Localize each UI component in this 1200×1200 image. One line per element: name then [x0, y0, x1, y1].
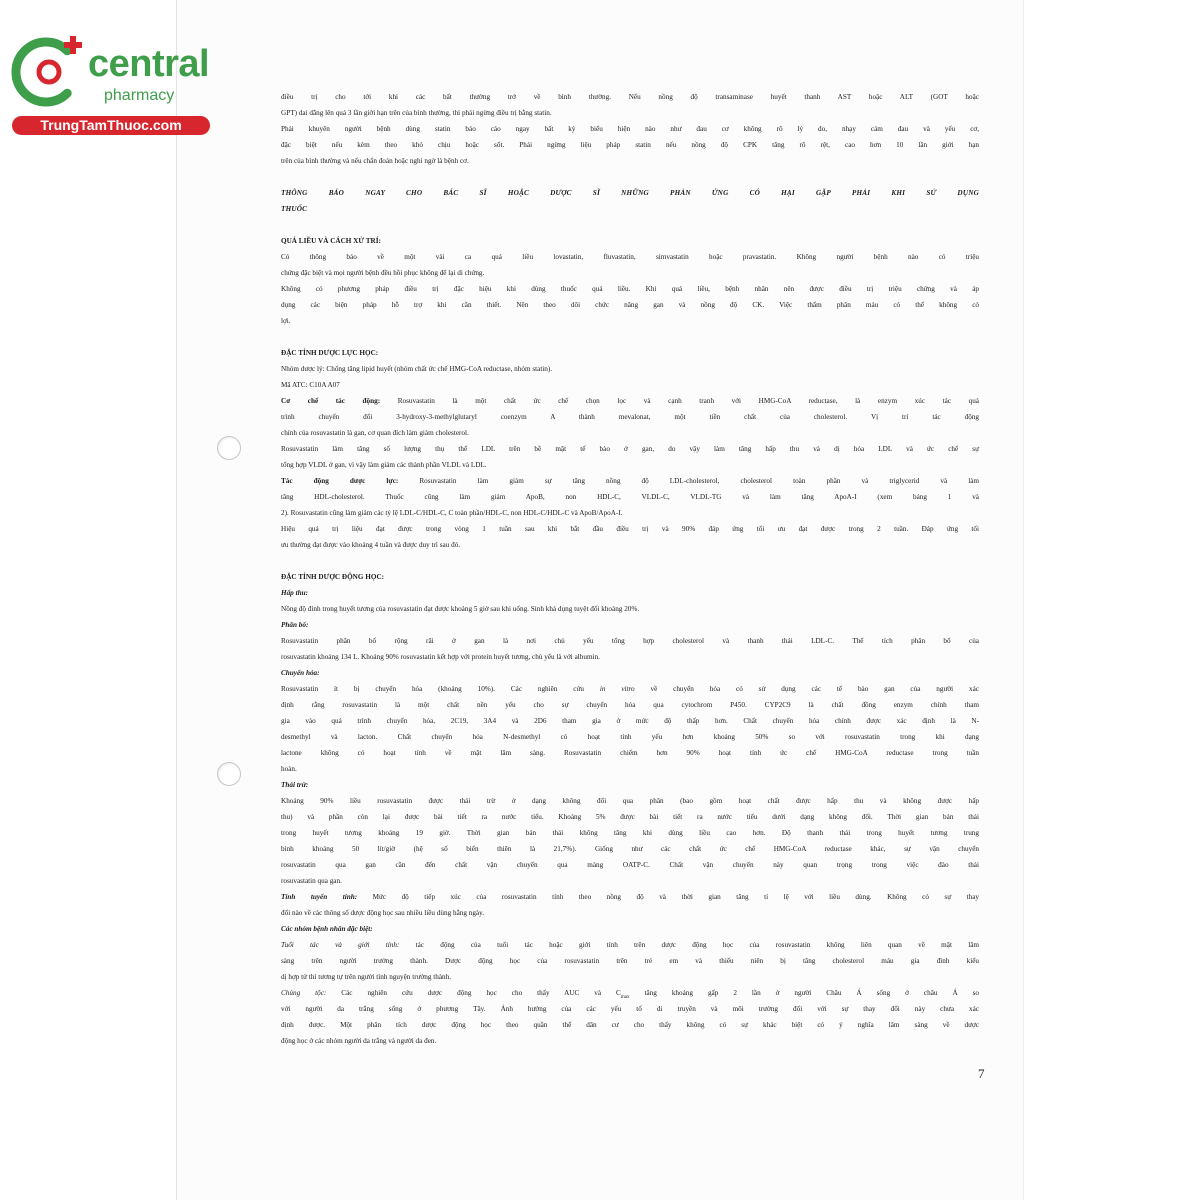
text-line — [281, 89, 979, 105]
text-line — [281, 857, 979, 873]
text-run: trong huyết tương khoảng 19 giờ. Thời gian bán thải không tăng khi dùng liều cao hơn. Độ thanh thải trong huyết tương trung — [281, 829, 979, 837]
text-line — [281, 137, 979, 153]
text-line — [281, 761, 979, 777]
text-line — [281, 121, 979, 137]
text-line — [281, 697, 979, 713]
text-run: 2). Rosuvastatin cũng làm giảm các tỷ lệ LDL-C/HDL-C, C toàn phần/HDL-C, non HDL-C/HDL-C và ApoB/ApoA-I. — [281, 509, 623, 517]
text-line — [281, 633, 979, 649]
subsection-heading: Phân bố: — [281, 621, 309, 629]
notice-line: THÔNG BÁO NGAY CHO BÁC SĨ HOẶC DƯỢC SĨ NHỮNG PHẢN ỨNG CÓ HẠI GẶP PHẢI KHI SỬ DỤNG — [281, 189, 979, 197]
text-run: điều trị cho tới khi các bất thường trở về bình thường. Nếu nồng độ transaminase huyết thanh AST hoặc ALT (GOT hoặc — [281, 93, 979, 101]
paragraph — [281, 473, 979, 521]
text-line — [281, 809, 979, 825]
text-line — [281, 649, 979, 665]
text-run: Mức độ tiếp xúc của rosuvastatin tính theo nồng độ và thời gian tăng tỉ lệ với liều dùng. Không có sự thay — [357, 893, 979, 901]
text-run: lợi. — [281, 317, 291, 325]
text-run: Có thông báo về một vài ca quá liều lovastatin, fluvastatin, simvastatin hoặc pravastatin. Không người bệnh nào có triệu — [281, 253, 979, 261]
italic-term: Tuổi tác và giới tính: — [281, 941, 400, 949]
paragraph — [281, 793, 979, 889]
text-run: với người da trắng sống ở phương Tây. Ảnh hưởng của các yếu tố di truyền và môi trường đối với sự thay đổi này chưa xác — [281, 1005, 979, 1013]
text-line — [281, 969, 979, 985]
text-run: GPT) dai dẳng lên quá 3 lần giới hạn trên của bình thường, thì phải ngừng điều trị bằng statin. — [281, 109, 552, 117]
text-run: Nồng độ đỉnh trong huyết tương của rosuvastatin đạt được khoảng 5 giờ sau khi uống. Sinh khả dụng tuyệt đối khoảng 20%. — [281, 605, 640, 613]
text-line — [281, 409, 979, 425]
text-line — [281, 105, 979, 121]
text-run: dụng các biện pháp hỗ trợ khi cần thiết. Nên theo dõi chức năng gan và nồng độ CK. Việc thẩm phân máu có thể không có — [281, 301, 979, 309]
italic-term: Chủng tộc: — [281, 989, 327, 997]
website-badge: TrungTamThuoc.com — [12, 116, 210, 135]
text-run: Rosuvastatin phân bố rộng rãi ở gan là nơi chủ yếu tổng hợp cholesterol và thanh thải LDL-C. Thể tích phân bố của — [281, 637, 979, 645]
text-line — [281, 505, 979, 521]
text-run: rosuvastatin qua gan cần đến chất vận chuyển qua màng OATP-C. Chất vận chuyển này quan trọng trong việc đào thải — [281, 861, 979, 869]
text-run: tăng HDL-cholesterol. Thuốc cũng làm giảm ApoB, non HDL-C, VLDL-C, VLDL-TG và làm tăng ApoA-I (xem bảng 1 và — [281, 493, 979, 501]
text-run: trình chuyển đổi 3-hydroxy-3-methylglutaryl coenzym A thành mevalonat, một tiền chất của cholesterol. Vị trí tác động — [281, 413, 979, 421]
text-run: gia vào quá trình chuyển hóa, 2C19, 3A4 và 2D6 tham gia ở mức độ thấp hơn. Chất chuyển hóa chính được xác định là N- — [281, 717, 979, 725]
paragraph — [281, 441, 979, 473]
subscript: max — [620, 995, 630, 1000]
subsection-heading: Chuyển hóa: — [281, 669, 320, 677]
text-run: dị hợp tử thì tương tự trên người tình nguyện trưởng thành. — [281, 973, 452, 981]
text-line — [281, 361, 979, 377]
text-line — [281, 1017, 979, 1033]
text-line — [281, 953, 979, 969]
text-line — [281, 473, 979, 489]
text-line — [281, 249, 979, 265]
text-run: bình khoảng 50 lít/giờ (hệ số biến thiên là 21,7%). Giống như các chất ức chế HMG-CoA reductase khác, sự vận chuyển — [281, 845, 979, 853]
text-line — [281, 601, 979, 617]
section-heading: QUÁ LIỀU VÀ CÁCH XỬ TRÍ: — [281, 237, 381, 245]
paragraph — [281, 361, 979, 377]
notice-line: THUỐC — [281, 205, 308, 213]
text-line — [281, 729, 979, 745]
paragraph — [281, 377, 979, 393]
section-heading: ĐẶC TÍNH DƯỢC LỰC HỌC: — [281, 349, 379, 357]
text-run: tổng hợp VLDL ở gan, vì vậy làm giảm các thành phần VLDL và LDL. — [281, 461, 487, 469]
text-run: rosuvastatin khoảng 134 L. Khoảng 90% rosuvastatin kết hợp với protein huyết tương, chủ yếu là với albumin. — [281, 653, 600, 661]
text-run: tăng khoảng gấp 2 lần ở người Châu Á sống ở châu Á so — [629, 989, 980, 997]
text-run: Rosuvastatin làm giảm sự tăng nồng độ LDL-cholesterol, cholesterol toàn phần và triglycerid và làm — [398, 477, 979, 485]
bold-label: Cơ chế tác động: — [281, 397, 381, 405]
text-line — [281, 441, 979, 457]
text-line — [281, 425, 979, 441]
brand-subtitle: pharmacy — [104, 87, 175, 104]
text-line — [281, 793, 979, 809]
text-line — [281, 281, 979, 297]
text-run: định được. Một phân tích dược động học theo quần thể dân cư cho thấy không có sự khác biệt có ý nghĩa lâm sàng về dược — [281, 1021, 979, 1029]
subsection-heading: Hấp thu: — [281, 589, 308, 597]
text-line — [281, 153, 979, 169]
text-line — [281, 937, 979, 953]
bold-label: Tác động dược lực: — [281, 477, 399, 485]
text-run: định rằng rosuvastatin là một chất nền yếu cho sự chuyển hóa qua cytochrom P450. CYP2C9 là chất đồng enzym chính tham — [281, 701, 979, 709]
text-line — [281, 985, 979, 1001]
text-run: Rosuvastatin làm tăng số lượng thụ thể LDL trên bề mặt tế bào ở gan, do vậy làm tăng hấp thu và dị hóa LDL và ức chế sự — [281, 445, 979, 453]
text-line — [281, 521, 979, 537]
text-line — [281, 745, 979, 761]
text-run: Các nghiên cứu dược động học cho thấy AUC và C — [326, 989, 621, 997]
text-run: desmethyl và lacton. Chất chuyển hóa N-desmethyl có hoạt tính yếu hơn khoảng 50% so với rosuvastatin trong khi dạng — [281, 733, 979, 741]
pharmacy-logo-icon — [6, 30, 90, 114]
text-line — [281, 297, 979, 313]
paragraph — [281, 889, 979, 921]
text-line — [281, 825, 979, 841]
text-line — [281, 377, 979, 393]
text-run: Khoảng 90% liều rosuvastatin được thải trừ ở dạng không đổi qua phân (bao gồm hoạt chất được hấp thu và không được hấp — [281, 797, 979, 805]
text-line — [281, 313, 979, 329]
text-run: Rosuvastatin ít bị chuyển hóa (khoảng 10%). Các nghiên cứu — [281, 685, 600, 693]
text-run: trên của bình thường và nếu chẩn đoán hoặc nghi ngờ là bệnh cơ. — [281, 157, 469, 165]
text-run: đặc biệt nếu kèm theo khó chịu hoặc sốt. Phải ngừng liệu pháp statin nếu nồng độ CPK tăng rõ rệt, cao hơn 10 lần giới hạn — [281, 141, 979, 149]
text-run: hoàn. — [281, 765, 297, 773]
section-heading: ĐẶC TÍNH DƯỢC ĐỘNG HỌC: — [281, 573, 385, 581]
paragraph — [281, 985, 979, 1049]
text-run: chứng đặc biệt và mọi người bệnh đều hồi phục không để lại di chứng. — [281, 269, 485, 277]
text-run: chính của rosuvastatin là gan, cơ quan đích làm giảm cholesterol. — [281, 429, 469, 437]
text-run: tác động của tuổi tác hoặc giới tính trên dược động học của rosuvastatin không liên quan về mặt lâm — [399, 941, 979, 949]
paragraph — [281, 937, 979, 985]
paragraph — [281, 249, 979, 281]
text-run: Rosuvastatin là một chất ức chế chọn lọc và cạnh tranh với HMG-CoA reductase, là enzym xúc tác quá — [380, 397, 979, 405]
text-run: Mã ATC: C10A A07 — [281, 381, 340, 389]
punch-hole — [217, 762, 241, 786]
text-run: về chuyển hóa có sử dụng các tế bào gan của người xác — [634, 685, 979, 693]
brand-name: central — [88, 43, 210, 85]
text-run: Phải khuyên người bệnh dùng statin báo cáo ngay bất kỳ biểu hiện nào như đau cơ không rõ lý do, nhạy cảm đau và yếu cơ, — [281, 125, 979, 133]
text-run: ưu thường đạt được vào khoảng 4 tuần và được duy trì sau đó. — [281, 541, 461, 549]
italic-term: in vitro — [599, 685, 635, 693]
text-run: sàng trên người trưởng thành. Dược động học của rosuvastatin trên trẻ em và thiếu niên bị tăng cholesterol máu gia đình kiểu — [281, 957, 979, 965]
subsection-heading: Các nhóm bệnh nhân đặc biệt: — [281, 925, 373, 933]
text-run: thu) và phần còn lại được bài tiết ra nước tiểu. Khoảng 5% được bài tiết ra nước tiểu dưới dạng không đổi. Thời gian bán thải — [281, 813, 979, 821]
page-number: 7 — [978, 1066, 985, 1081]
paragraph — [281, 681, 979, 777]
text-line — [281, 905, 979, 921]
paragraph — [281, 601, 979, 617]
warning-notice — [281, 185, 979, 217]
text-line — [281, 393, 979, 409]
text-run: rosuvastatin qua gan. — [281, 877, 342, 885]
text-line — [281, 1001, 979, 1017]
paragraph — [281, 521, 979, 553]
paragraph — [281, 281, 979, 329]
subsection-heading: Thải trừ: — [281, 781, 309, 789]
paragraph — [281, 121, 979, 169]
text-run: Nhóm dược lý: Chống tăng lipid huyết (nhóm chất ức chế HMG-CoA reductase, nhóm statin). — [281, 365, 553, 373]
text-line — [281, 713, 979, 729]
text-run: Hiệu quả trị liệu đạt được trong vòng 1 tuần sau khi bắt đầu điều trị và 90% đáp ứng tối ưu đạt được trong 2 tuần. Đáp ứng tối — [281, 525, 979, 533]
text-run: lactone không có hoạt tính về mặt lâm sàng. Rosuvastatin chiếm hơn 90% hoạt tính ức chế HMG-CoA reductase trong tuần — [281, 749, 979, 757]
text-run: Không có phương pháp điều trị đặc hiệu khi dùng thuốc quá liều. Khi quá liều, bệnh nhân nên được điều trị triệu chứng và áp — [281, 285, 979, 293]
paragraph — [281, 393, 979, 441]
paragraph — [281, 633, 979, 665]
text-line — [281, 537, 979, 553]
paragraph — [281, 89, 979, 121]
text-line — [281, 841, 979, 857]
text-line — [281, 681, 979, 697]
document-body — [281, 89, 979, 1049]
text-line — [281, 873, 979, 889]
text-run: động học ở các nhóm người da trắng và người da đen. — [281, 1037, 437, 1045]
text-line — [281, 889, 979, 905]
text-run: đổi nào về các thông số dược động học sau nhiều liều dùng hằng ngày. — [281, 909, 485, 917]
punch-hole — [217, 436, 241, 460]
bold-italic-label: Tính tuyến tính: — [281, 893, 358, 901]
text-line — [281, 265, 979, 281]
text-line — [281, 489, 979, 505]
text-line — [281, 1033, 979, 1049]
text-line — [281, 457, 979, 473]
